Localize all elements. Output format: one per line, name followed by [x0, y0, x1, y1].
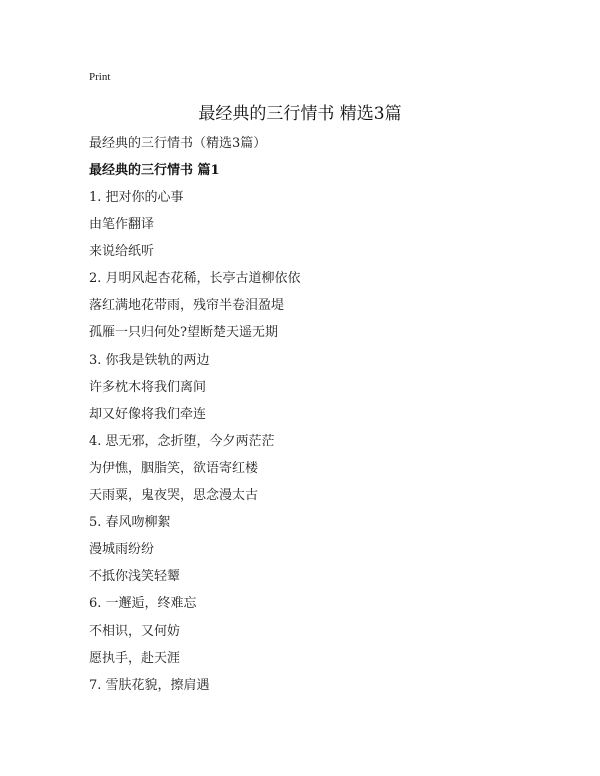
poem-line: 由笔作翻译 [89, 217, 155, 233]
document-subtitle: 最经典的三行情书（精选3篇） [89, 136, 267, 151]
poem-line: 6. 一邂逅，终难忘 [89, 596, 197, 612]
poem-line: 孤雁一只归何处?望断楚天遥无期 [89, 325, 278, 341]
page-title: 最经典的三行情书 精选3篇 [198, 104, 402, 124]
poem-line: 许多枕木将我们离间 [89, 379, 207, 395]
poem-line: 1. 把对你的心事 [89, 190, 184, 205]
poem-line: 3. 你我是铁轨的两边 [89, 352, 210, 368]
poem-line: 不相识，又何妨 [89, 623, 181, 639]
print-link[interactable]: Print [89, 71, 111, 83]
poem-lines [89, 184, 301, 699]
poem-line: 愿执手，赴天涯 [89, 650, 181, 666]
poem-line: 却又好像将我们牵连 [89, 406, 207, 422]
poem-line: 5. 春风吻柳絮 [89, 515, 171, 531]
poem-line: 4. 思无邪，念折堕，今夕两茫茫 [89, 433, 275, 449]
poem-line: 落红满地花带雨，残帘半卷泪盈堤 [89, 298, 285, 314]
poem-line: 为伊憔，胭脂笑，欲语寄红楼 [89, 460, 259, 476]
poem-line: 不抵你浅笑轻颦 [89, 569, 181, 585]
poem-line: 来说给纸听 [89, 244, 155, 260]
poem-line: 7. 雪肤花貌，擦肩遇 [89, 677, 210, 693]
poem-line: 漫城雨纷纷 [89, 542, 155, 558]
poem-line: 天雨粟，鬼夜哭，思念漫太古 [89, 488, 259, 504]
section-heading: 最经典的三行情书 篇1 [89, 163, 220, 178]
poem-line: 2. 月明风起杏花稀，长亭古道柳依依 [89, 271, 301, 287]
